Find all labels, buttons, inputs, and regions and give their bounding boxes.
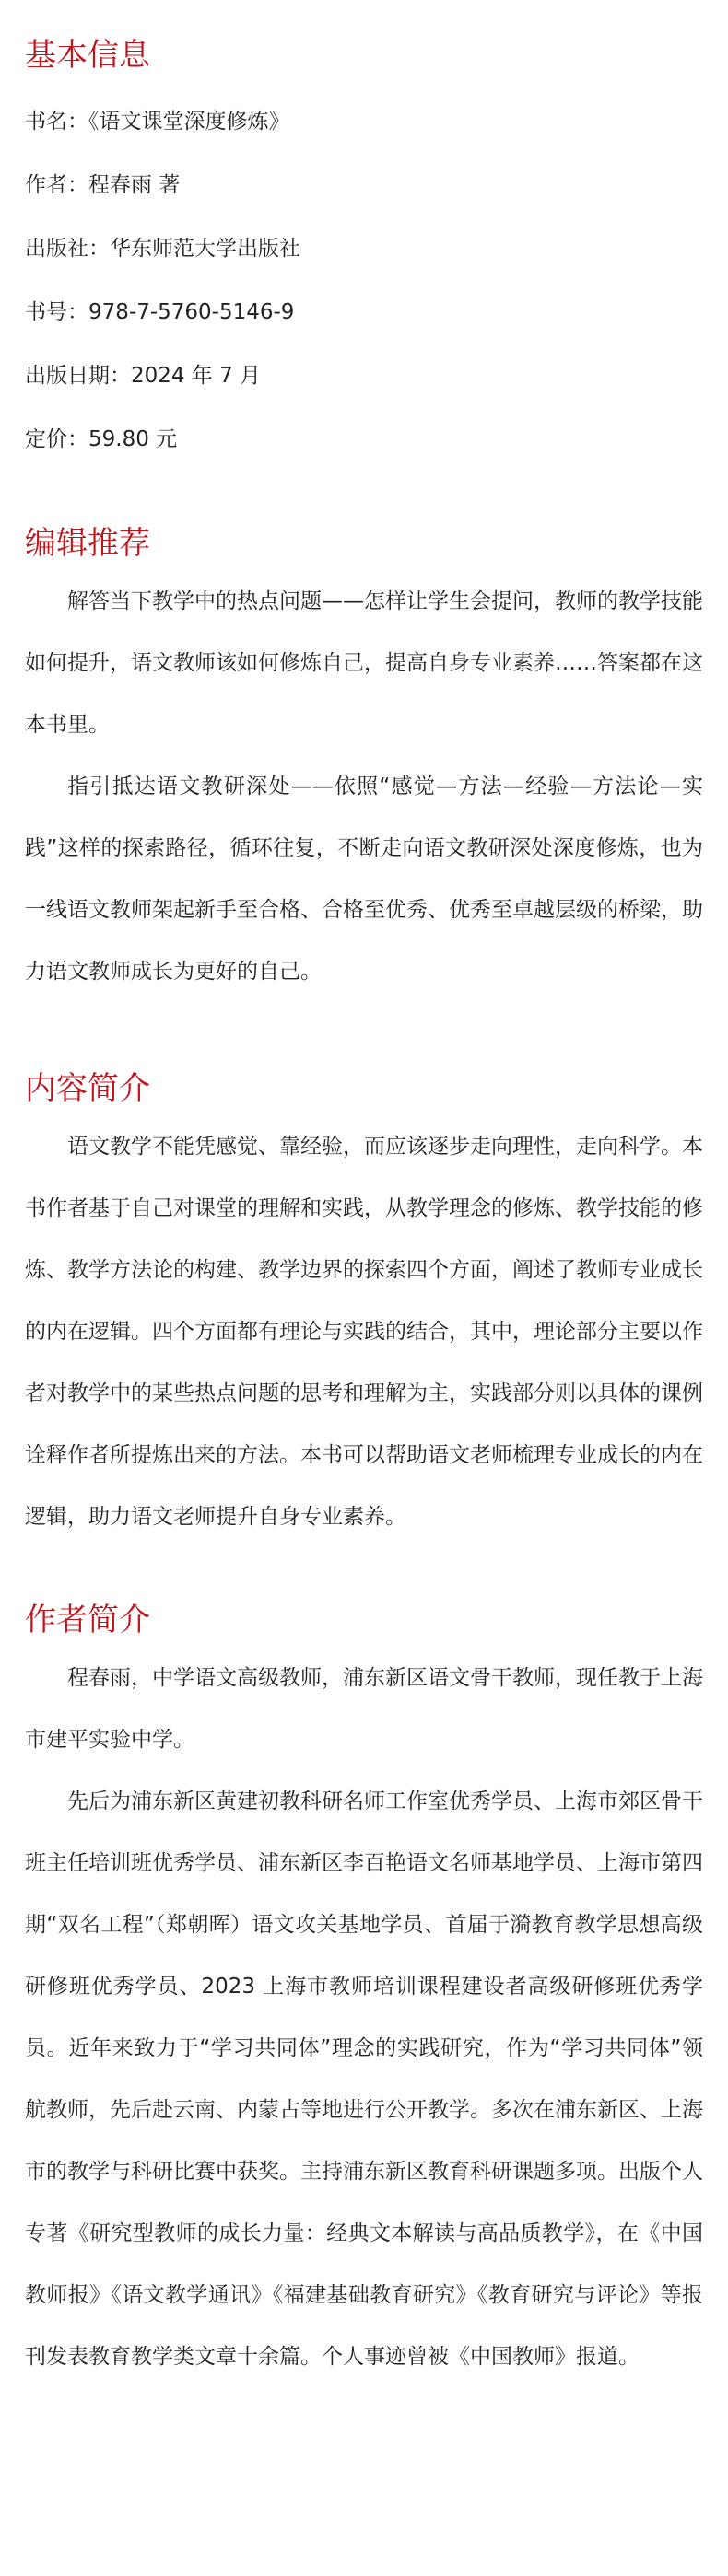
publisher-row: 出版社：华东师范大学出版社 [25,237,300,261]
author-intro-section [25,1592,703,2388]
content-intro-heading: 内容简介 [25,1070,150,1107]
author-intro-paragraph: 程春雨，中学语文高级教师，浦东新区语文骨干教师，现任教于上海市建平实验中学。 [25,1666,703,1752]
book-title-row: 书名：《语文课堂深度修炼》 [25,110,290,134]
isbn-row: 书号：978-7-5760-5146-9 [25,300,295,324]
content-intro-section [25,1061,703,1592]
basic-info-list [25,90,703,472]
content-intro-paragraph: 语文教学不能凭感觉、靠经验，而应该逐步走向理性，走向科学。本书作者基于自己对课堂的理解和实践，从教学理念的修炼、教学技能的修炼、教学方法论的构建、教学边界的探索四个方面，阐述了教师专业成长的内在逻辑。四个方面都有理论与实践的结合，其中，理论部分主要以作者对教学中的某些热点问题的思考和理解为主，实践部分则以具体的课例诠释作者所提炼出来的方法。本书可以帮助语文老师梳理专业成长的内在逻辑，助力语文老师提升自身专业素养。 [25,1135,703,1529]
editor-recommendation-heading: 编辑推荐 [25,525,150,562]
author-row: 作者：程春雨 著 [25,173,181,197]
publish-date-row: 出版日期：2024 年 7 月 [25,364,262,388]
recommendation-paragraph: 指引抵达语文教研深处——依照“感觉—方法—经验—方法论—实践”这样的探索路径，循环往复，不断走向语文教研深处深度修炼，也为一线语文教师架起新手至合格、合格至优秀、优秀至卓越层级的桥梁，助力语文教师成长为更好的自己。 [25,775,703,984]
recommendation-paragraph: 解答当下教学中的热点问题——怎样让学生会提问，教师的教学技能如何提升，语文教师该如何修炼自己，提高自身专业素养……答案都在这本书里。 [25,589,703,737]
author-intro-paragraph: 先后为浦东新区黄建初教科研名师工作室优秀学员、上海市郊区骨干班主任培训班优秀学员、浦东新区李百艳语文名师基地学员、上海市第四期“双名工程”（郑朝晖）语文攻关基地学员、首届于漪教育教学思想高级研修班优秀学员、2023 上海市教师培训课程建设者高级研修班优秀学员。近年来致力于“学习共同体”理念的实践研究，作为“学习共同体”领航教师，先后赴云南、内蒙古等地进行公开教学。多次在浦东新区、上海市的教学与科研比赛中获奖。主持浦东新区教育科研课题多项。出版个人专著《研究型教师的成长力量：经典文本解读与高品质教学》，在《中国教师报》《语文教学通讯》《福建基础教育研究》《教育研究与评论》等报刊发表教育教学类文章十余篇。个人事迹曾被《中国教师》报道。 [25,1789,703,2369]
basic-info-section [25,28,703,516]
author-intro-heading: 作者简介 [25,1602,150,1638]
basic-info-heading: 基本信息 [25,37,150,74]
price-row: 定价：59.80 元 [25,427,178,451]
editor-recommendation-section [25,516,703,1061]
